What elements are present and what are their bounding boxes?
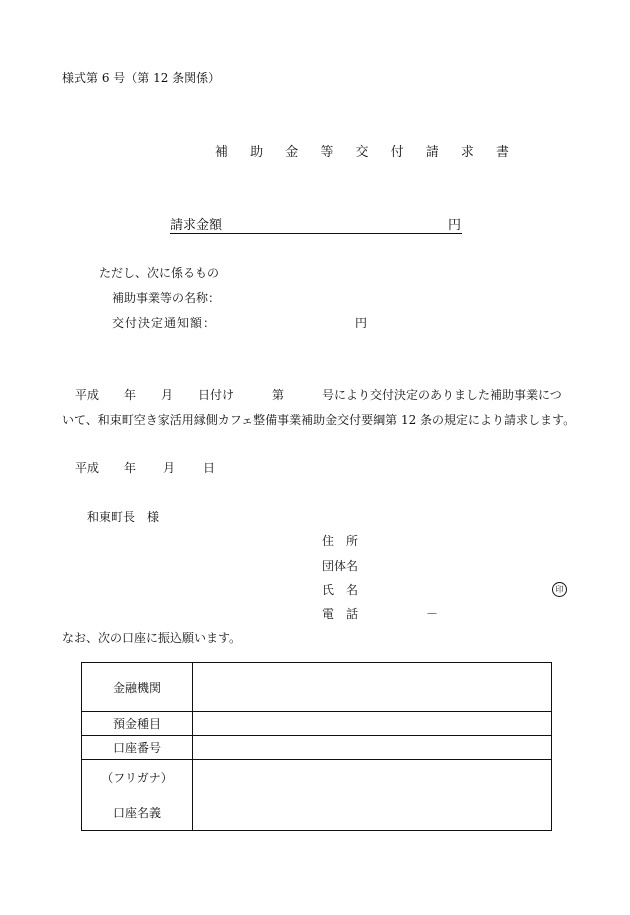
bank-row-institution	[82, 663, 552, 712]
body-year: 年	[124, 388, 137, 402]
provided-intro: ただし、次に係るもの	[99, 266, 220, 280]
date-day: 日	[203, 461, 216, 475]
account-holder-field[interactable]	[193, 760, 552, 831]
phone-label: 電 話	[322, 607, 359, 621]
furigana-label: （フリガナ）	[101, 771, 173, 785]
document-title: 補 助 金 等 交 付 請 求 書	[215, 145, 519, 160]
bank-institution-label: 金融機関	[82, 663, 193, 712]
body-day: 日付け	[198, 388, 235, 402]
bank-note: なお、次の口座に振込願います。	[62, 631, 242, 645]
request-amount-underline	[170, 233, 462, 234]
name-label: 氏 名	[322, 583, 359, 597]
body-month: 月	[161, 388, 174, 402]
bank-row-deposit-type	[82, 712, 552, 736]
seal-icon: 印	[552, 582, 567, 597]
addressee: 和東町長 様	[87, 510, 160, 524]
bank-institution-field[interactable]	[193, 663, 552, 712]
group-name-label: 団体名	[322, 559, 359, 573]
date-month: 月	[163, 461, 176, 475]
account-number-field[interactable]	[193, 736, 552, 760]
deposit-type-field[interactable]	[193, 712, 552, 736]
bank-row-account-holder	[82, 760, 552, 831]
date-year: 年	[124, 461, 137, 475]
form-number: 様式第 6 号（第 12 条関係）	[62, 71, 221, 85]
account-number-label: 口座番号	[82, 736, 193, 760]
decision-amount-unit: 円	[355, 316, 368, 330]
date-era: 平成	[75, 461, 100, 475]
body-line1: 号により交付決定のありました補助事業につ	[322, 388, 562, 402]
bank-row-account-number	[82, 736, 552, 760]
phone-dash: －	[426, 607, 439, 621]
body-line2: いて、和束町空き家活用縁側カフェ整備事業補助金交付要綱第 12 条の規定により請求します。	[62, 413, 576, 427]
account-holder-label-cell	[82, 760, 193, 831]
request-amount-unit: 円	[448, 218, 462, 233]
body-number-prefix: 第	[272, 388, 285, 402]
bank-account-table	[81, 662, 552, 831]
project-name-label: 補助事業等の名称：	[112, 291, 221, 305]
address-label: 住 所	[322, 534, 359, 548]
deposit-type-label: 預金種目	[82, 712, 193, 736]
body-era: 平成	[75, 388, 100, 402]
account-holder-label: 口座名義	[112, 806, 161, 820]
request-amount-label: 請求金額	[170, 218, 223, 233]
decision-amount-label: 交付決定通知額：	[112, 316, 217, 330]
